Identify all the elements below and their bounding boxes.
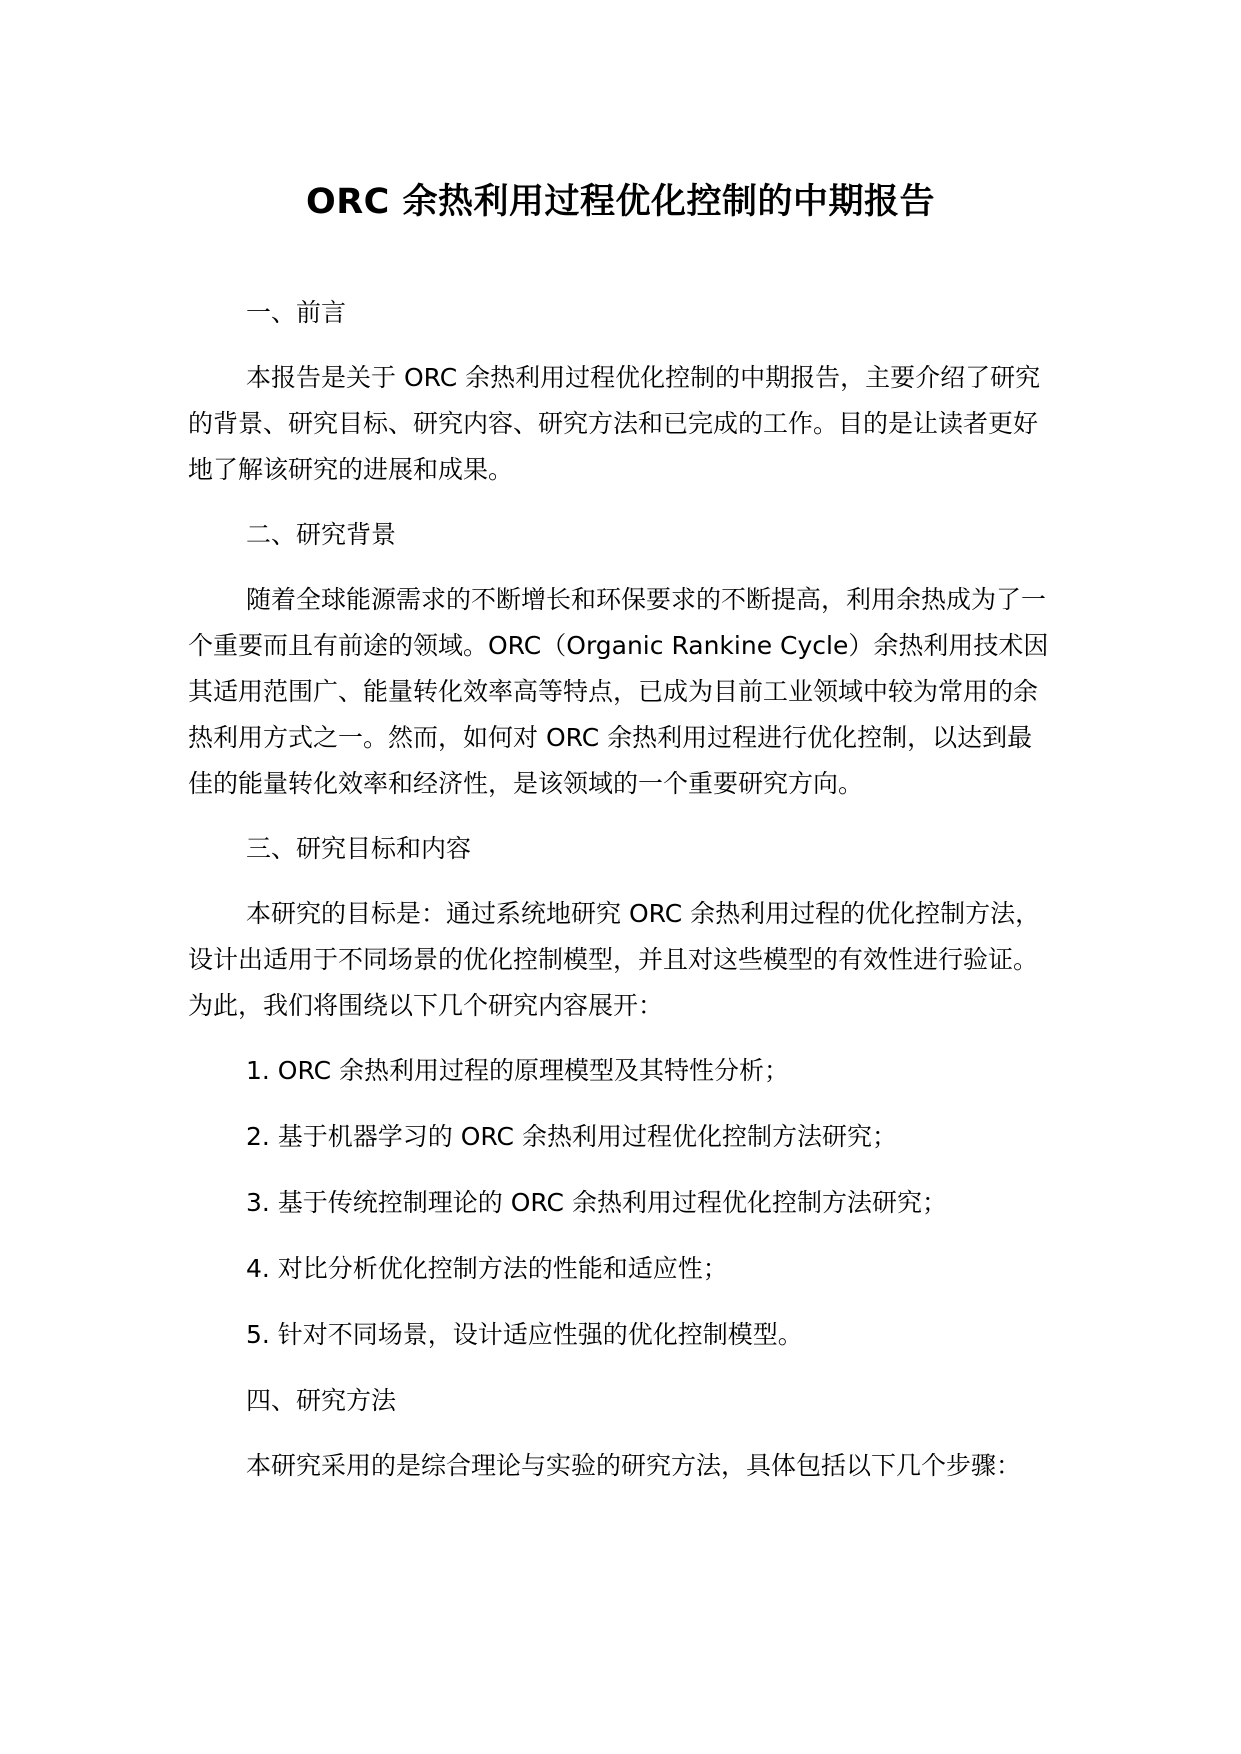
section-heading-background: 二、研究背景 [246,520,397,549]
section-heading-goals: 三、研究目标和内容 [246,834,472,863]
paragraph-methods: 本研究采用的是综合理论与实验的研究方法，具体包括以下几个步骤： [246,1451,1022,1480]
paragraph-preface: 本报告是关于 ORC 余热利用过程优化控制的中期报告，主要介绍了研究的背景、研究目标、研究内容、研究方法和已完成的工作。目的是让读者更好地了解该研究的进展和成果。 [188,363,1041,484]
list-item: 3. 基于传统控制理论的 ORC 余热利用过程优化控制方法研究； [246,1188,947,1217]
list-item: 1. ORC 余热利用过程的原理模型及其特性分析； [246,1056,790,1085]
list-item: 5. 针对不同场景，设计适应性强的优化控制模型。 [246,1320,803,1349]
paragraph-goals: 本研究的目标是：通过系统地研究 ORC 余热利用过程的优化控制方法，设计出适用于不同场景的优化控制模型，并且对这些模型的有效性进行验证。为此，我们将围绕以下几个研究内容展开： [188,899,1041,1020]
list-item: 4. 对比分析优化控制方法的性能和适应性； [246,1254,728,1283]
section-heading-methods: 四、研究方法 [246,1386,397,1415]
paragraph-background: 随着全球能源需求的不断增长和环保要求的不断提高，利用余热成为了一个重要而且有前途的领域。ORC（Organic Rankine Cycle）余热利用技术因其适用范围广、能量转化效率高等特点，已成为目前工业领域中较为常用的余热利用方式之一。然而，如何对 ORC 余热利用过程进行优化控制，以达到最佳的能量转化效率和经济性，是该领域的一个重要研究方向。 [188,585,1049,798]
document-title: ORC 余热利用过程优化控制的中期报告 [305,182,936,222]
list-item: 2. 基于机器学习的 ORC 余热利用过程优化控制方法研究； [246,1122,897,1151]
section-heading-preface: 一、前言 [246,298,347,327]
document-body [188,290,1056,1508]
